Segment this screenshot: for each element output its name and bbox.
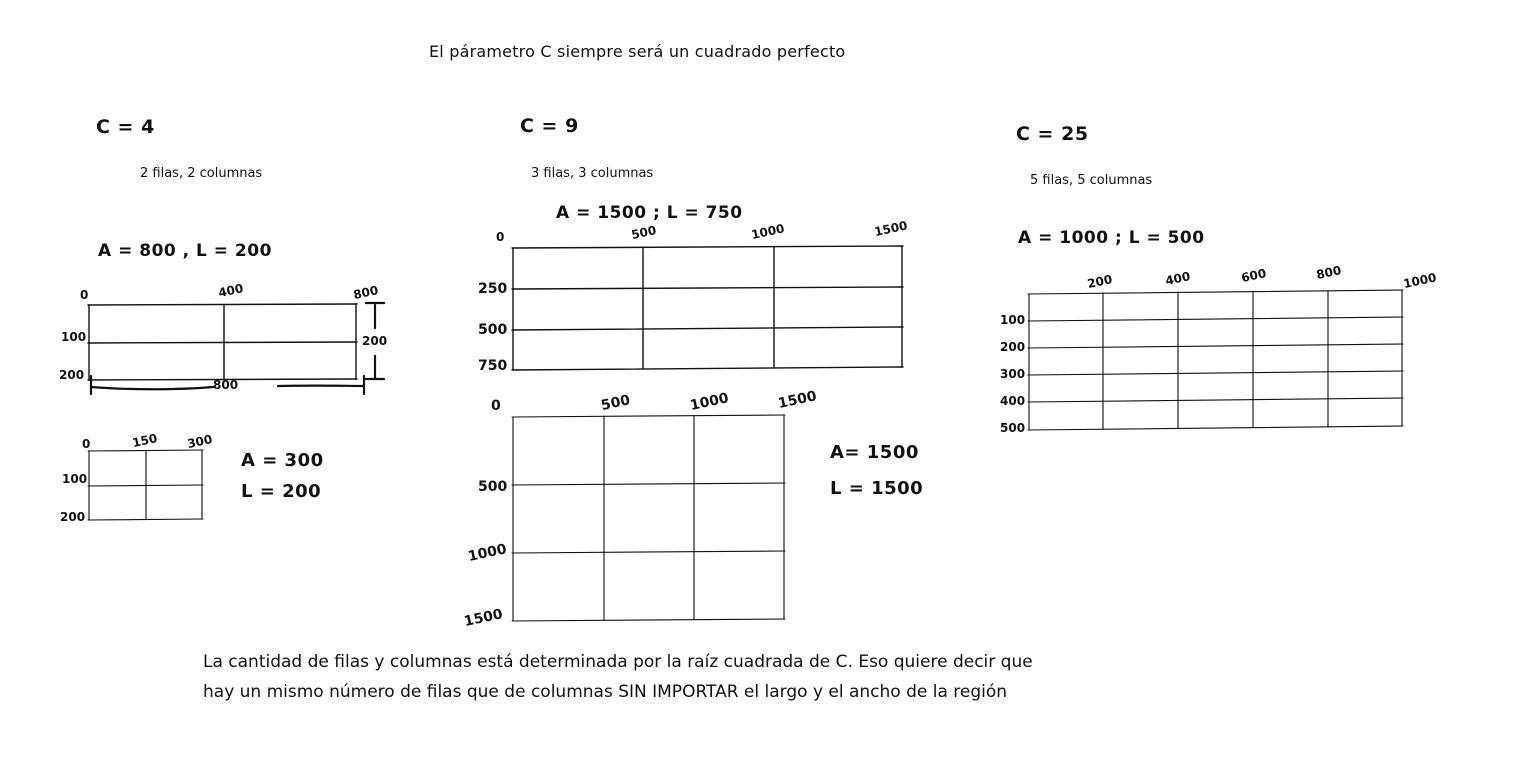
c25-fig1-ytick-2: 300 [1000, 367, 1026, 381]
c9-fig2-ytick-2: 1000 [466, 541, 509, 565]
c25-fig1-ytick-0: 100 [1000, 313, 1026, 327]
grid-c9-fig2 [512, 415, 786, 623]
c4-fig2-xtick-2: 300 [186, 432, 214, 451]
c4-fig1-ytick-1: 100 [61, 330, 87, 344]
c9-fig1-xtick-3: 1500 [873, 218, 909, 239]
case-title-c9: C = 9 [520, 115, 579, 137]
case-subtitle-c4: 2 filas, 2 columnas [140, 166, 263, 181]
case-c9-fig1-formula: A = 1500 ; L = 750 [556, 203, 743, 223]
case-c4-fig1-formula: A = 800 , L = 200 [98, 241, 272, 261]
c9-fig2-formula-l: L = 1500 [830, 478, 924, 499]
case-subtitle-c9: 3 filas, 3 columnas [531, 166, 654, 181]
c9-fig2-xtick-0: 0 [491, 398, 501, 414]
c9-fig2-xtick-1: 500 [599, 392, 632, 414]
c4-fig1-xtick-1: 400 [217, 281, 245, 300]
c25-fig1-xtick-2: 600 [1240, 266, 1268, 285]
c9-fig1-xtick-2: 1000 [750, 221, 786, 242]
c4-fig1-ytick-2: 200 [59, 368, 85, 382]
footer-line-2: hay un mismo número de filas que de columnas SIN IMPORTAR el largo y el ancho de la región [203, 682, 1008, 702]
case-c25-fig1-formula: A = 1000 ; L = 500 [1018, 228, 1205, 248]
c25-fig1-ytick-1: 200 [1000, 340, 1026, 354]
c9-fig2-xtick-2: 1000 [688, 390, 731, 414]
c4-fig2-formula-l: L = 200 [241, 481, 322, 502]
case-title-c4: C = 4 [96, 116, 155, 138]
c4-fig1-width-label: 800 [213, 378, 239, 392]
c9-fig2-formula-a: A= 1500 [830, 442, 919, 463]
page-title: El párametro C siempre será un cuadrado perfecto [429, 42, 846, 61]
c4-fig1-xtick-0: 0 [80, 288, 89, 302]
c9-fig1-ytick-3: 750 [478, 358, 508, 374]
c4-fig2-xtick-0: 0 [82, 437, 91, 451]
c9-fig2-ytick-3: 1500 [462, 606, 505, 630]
c25-fig1-xtick-4: 1000 [1402, 270, 1438, 291]
c4-fig2-formula-a: A = 300 [241, 450, 324, 471]
footer-line-1: La cantidad de filas y columnas está determinada por la raíz cuadrada de C. Eso quiere decir que [203, 652, 1033, 672]
grid-c9-fig1 [512, 246, 904, 372]
c4-fig2-ytick-2: 200 [60, 510, 86, 524]
c4-fig2-xtick-1: 150 [131, 431, 159, 450]
grid-c4-fig1 [88, 304, 358, 384]
c4-fig1-height-label: 200 [362, 334, 388, 348]
c25-fig1-ytick-3: 400 [1000, 394, 1026, 408]
case-subtitle-c25: 5 filas, 5 columnas [1030, 173, 1153, 188]
c9-fig1-ytick-1: 250 [478, 281, 508, 297]
grid-c25-fig1 [1028, 290, 1404, 432]
case-title-c25: C = 25 [1016, 123, 1089, 145]
c25-fig1-xtick-3: 800 [1315, 263, 1343, 282]
grid-c4-fig2 [88, 450, 204, 522]
c25-fig1-xtick-0: 200 [1086, 272, 1114, 291]
c4-fig1-xtick-2: 800 [352, 283, 380, 302]
c9-fig2-ytick-1: 500 [478, 479, 508, 495]
c9-fig1-xtick-1: 500 [630, 223, 658, 242]
c9-fig2-xtick-3: 1500 [776, 388, 819, 412]
c9-fig1-ytick-2: 500 [478, 322, 508, 338]
c25-fig1-xtick-1: 400 [1164, 269, 1192, 288]
c4-fig2-ytick-1: 100 [62, 472, 88, 486]
c9-fig1-xtick-0: 0 [496, 230, 505, 244]
c25-fig1-ytick-4: 500 [1000, 421, 1026, 435]
